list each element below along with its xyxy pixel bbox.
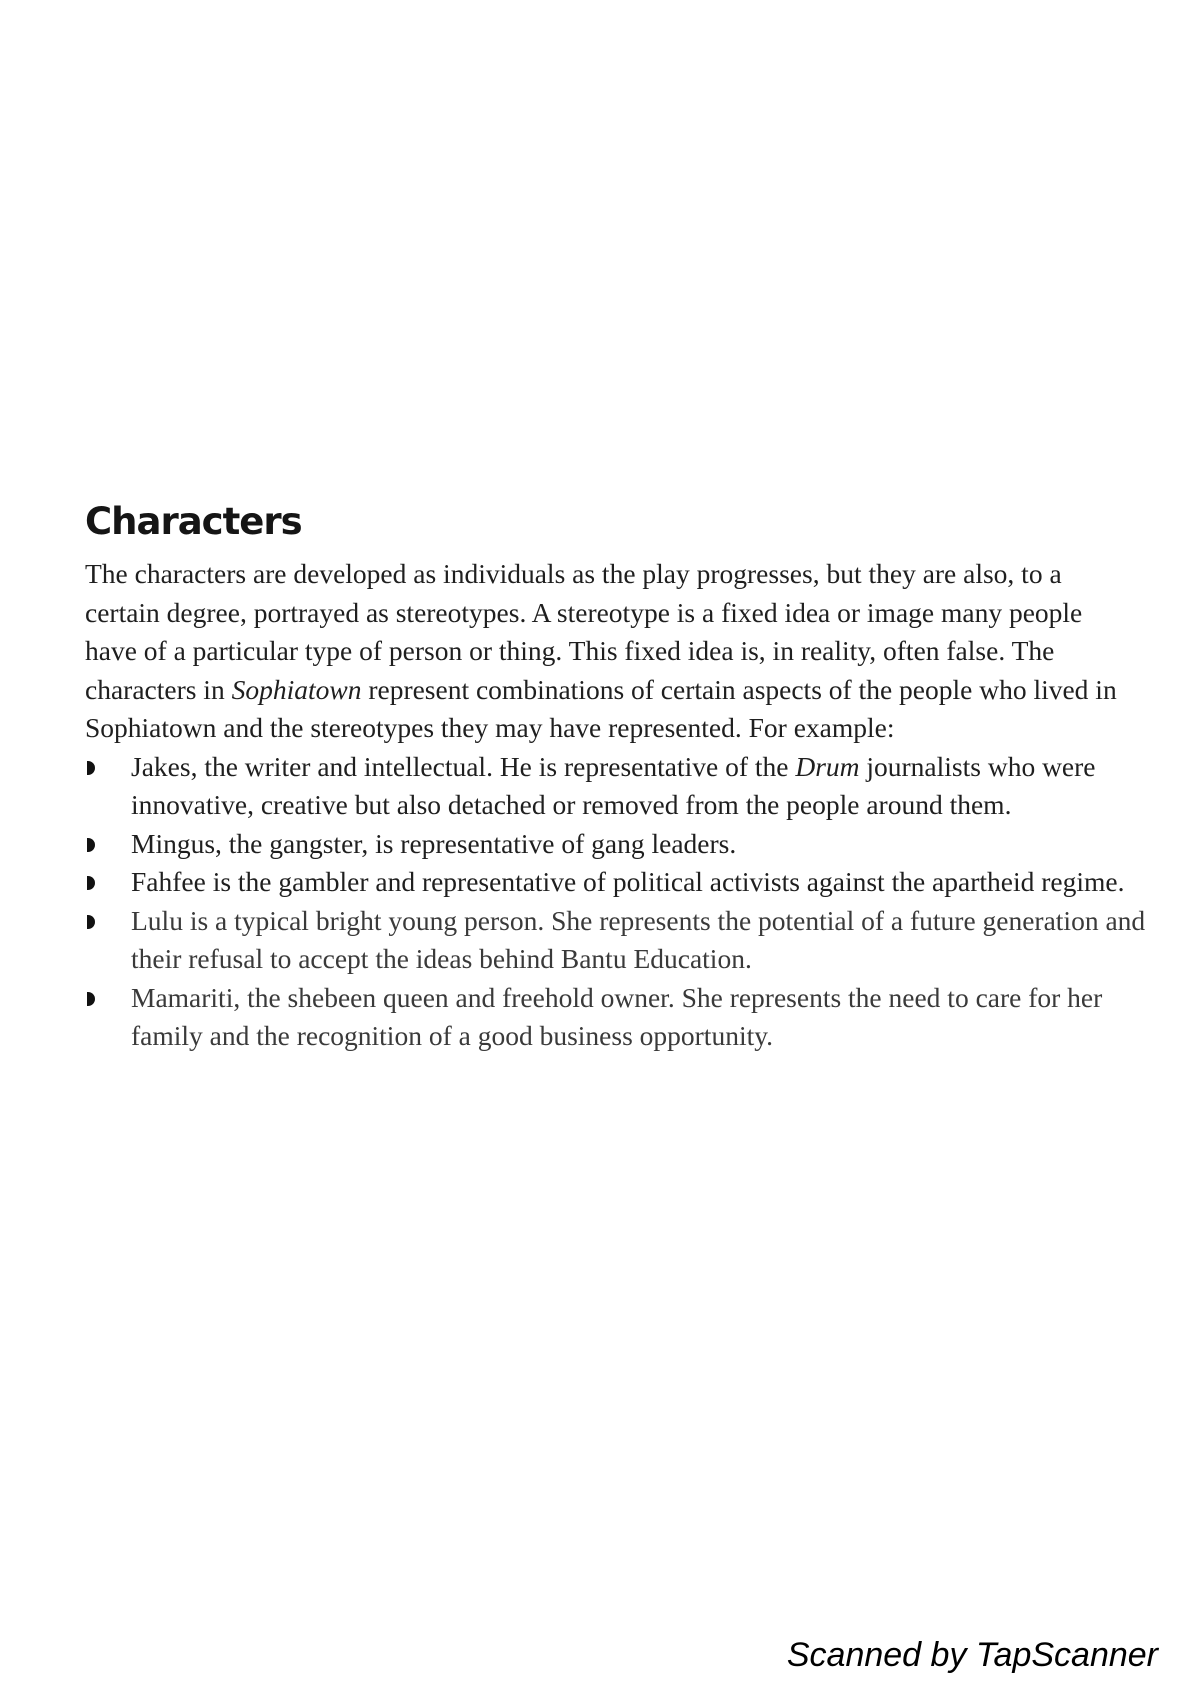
intro-text-end: represent combinations of certain aspects of the people who lived in Sophiatown and the stereotypes they may have represented. For example: bbox=[85, 673, 1117, 743]
list-item bbox=[85, 902, 1160, 979]
character-list bbox=[85, 748, 1160, 1056]
bullet-icon bbox=[87, 761, 95, 775]
list-item-text: Lulu is a typical bright young person. She represents the potential of a future generation and their refusal to accept the ideas behind Bantu Education. bbox=[131, 904, 1146, 974]
list-item bbox=[85, 863, 1160, 902]
intro-paragraph bbox=[85, 555, 1125, 748]
bullet-icon bbox=[87, 876, 95, 890]
scanner-footer: Scanned by TapScanner bbox=[786, 1636, 1158, 1674]
list-item bbox=[85, 979, 1160, 1056]
list-item-italic: Drum bbox=[795, 750, 860, 782]
list-item-text: Jakes, the writer and intellectual. He is representative of the bbox=[131, 750, 796, 782]
list-item-text-end: journalists who were innovative, creative but also detached or removed from the people around them. bbox=[131, 750, 1096, 820]
bullet-icon bbox=[87, 915, 95, 929]
bullet-icon bbox=[87, 992, 95, 1006]
list-item bbox=[85, 748, 1160, 825]
list-item bbox=[85, 825, 1160, 864]
intro-text-start: The characters are developed as individuals as the play progresses, but they are also, to a certain degree, portrayed as stereotypes. A stereotype is a fixed idea or image many people have of a particular type of person or thing. This fixed idea is, in reality, often false. The characters in bbox=[85, 558, 1083, 705]
list-item-text: Fahfee is the gambler and representative of political activists against the apartheid regime. bbox=[131, 866, 1125, 897]
section-heading: Characters bbox=[85, 500, 302, 543]
list-item-text: Mamariti, the shebeen queen and freehold owner. She represents the need to care for her family and the recognition of a good business opportunity. bbox=[131, 981, 1103, 1051]
page-content bbox=[85, 500, 1145, 1056]
list-item-text: Mingus, the gangster, is representative of gang leaders. bbox=[131, 827, 737, 859]
intro-italic-title: Sophiatown bbox=[231, 673, 362, 705]
bullet-icon bbox=[87, 838, 95, 852]
